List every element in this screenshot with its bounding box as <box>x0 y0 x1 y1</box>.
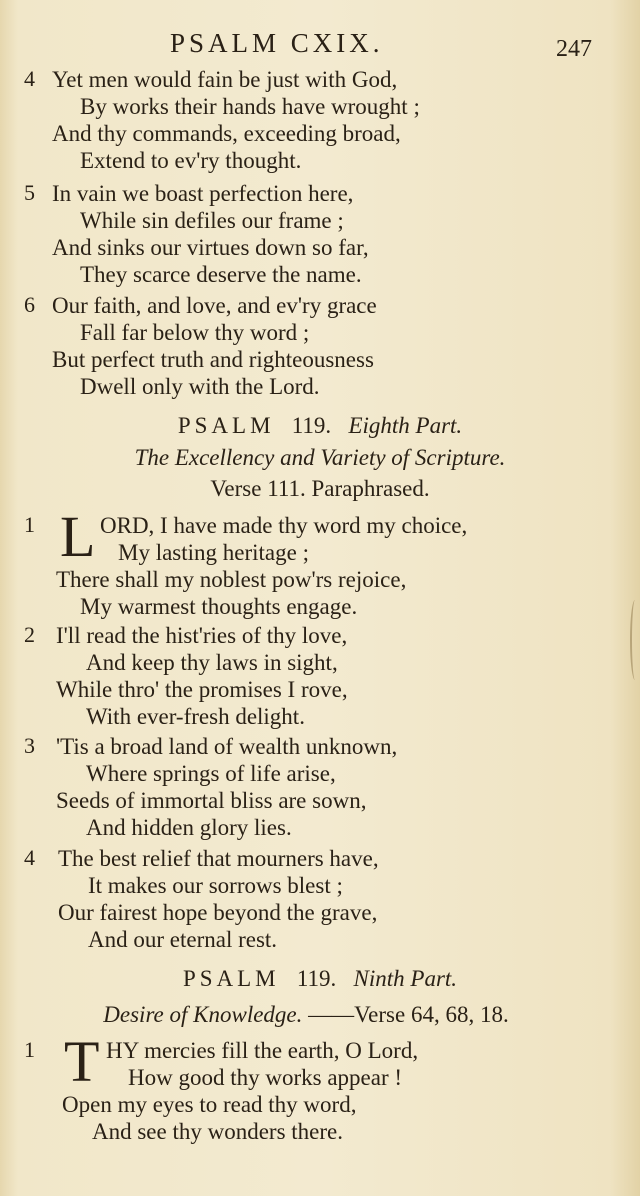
verse-line: Our faith, and love, and ev'ry grace <box>52 293 377 318</box>
verse-line: But perfect truth and righteousness <box>52 347 374 372</box>
stanza-5-top <box>0 180 640 288</box>
page-number: 247 <box>556 36 592 62</box>
verse-line: By works their hands have wrought ; <box>80 94 420 119</box>
verse-line: Fall far below thy word ; <box>80 320 310 345</box>
verse-line: Yet men would fain be just with God, <box>52 67 398 92</box>
verse-line: The best relief that mourners have, <box>58 846 379 871</box>
verse-line: ORD, I have made thy word my choice, <box>100 513 468 538</box>
part9-title-word: PSALM <box>182 966 280 991</box>
part8-stanza-1 <box>0 504 640 620</box>
verse-line: And our eternal rest. <box>88 927 278 952</box>
verse-line: HY mercies fill the earth, O Lord, <box>106 1038 419 1063</box>
part8-title-part: Eighth Part. <box>348 413 463 438</box>
part8-verse-ref: Verse 111. Paraphrased. <box>210 476 430 501</box>
verse-line: And keep thy laws in sight, <box>86 650 338 675</box>
part8-stanza-2 <box>0 622 640 730</box>
stanza-number: 6 <box>24 292 35 317</box>
stanza-number: 1 <box>24 512 35 537</box>
stanza-4-top <box>0 66 640 174</box>
part9-subtitle-line <box>0 1002 626 1028</box>
part9-title-num: 119. <box>296 966 337 991</box>
verse-line: There shall my noblest pow'rs rejoice, <box>56 567 407 592</box>
verse-line: Seeds of immortal bliss are sown, <box>56 788 367 813</box>
page-header <box>0 28 640 68</box>
stanza-6-top <box>0 292 640 400</box>
part9-title-part: Ninth Part. <box>353 966 458 991</box>
verse-line: My lasting heritage ; <box>118 540 309 565</box>
verse-line: And thy commands, exceeding broad, <box>52 121 401 146</box>
verse-line: And hidden glory lies. <box>86 815 292 840</box>
verse-line: It makes our sorrows blest ; <box>88 873 343 898</box>
verse-line: Where springs of life arise, <box>86 761 336 786</box>
stanza-number: 5 <box>24 180 35 205</box>
verse-line: Dwell only with the Lord. <box>80 374 320 399</box>
verse-line: In vain we boast perfection here, <box>52 181 354 206</box>
verse-line: While sin defiles our frame ; <box>80 208 344 233</box>
dropcap-letter: L <box>60 504 96 569</box>
verse-line: How good thy works appear ! <box>128 1065 403 1090</box>
verse-line: And sinks our virtues down so far, <box>52 235 369 260</box>
verse-line: While thro' the promises I rove, <box>56 677 348 702</box>
stanza-number: 4 <box>24 845 35 870</box>
verse-line: 'Tis a broad land of wealth unknown, <box>56 734 398 759</box>
stanza-number: 2 <box>24 622 35 647</box>
verse-line: They scarce deserve the name. <box>80 262 362 287</box>
stanza-number: 4 <box>24 66 35 91</box>
dropcap-letter: T <box>64 1029 100 1094</box>
part8-subtitle: The Excellency and Variety of Scripture. <box>134 445 506 470</box>
verse-line: I'll read the hist'ries of thy love, <box>56 623 348 648</box>
running-head: PSALM CXIX. <box>170 28 384 58</box>
part8-stanza-4 <box>0 845 640 953</box>
verse-line: With ever-fresh delight. <box>86 704 305 729</box>
verse-line: Extend to ev'ry thought. <box>80 148 302 173</box>
verse-line: Our fairest hope beyond the grave, <box>58 900 378 925</box>
stanza-number: 3 <box>24 733 35 758</box>
part8-title-word: PSALM <box>177 413 275 438</box>
part8-title <box>0 413 640 439</box>
stanza-number: 1 <box>24 1037 35 1062</box>
verse-line: Open my eyes to read thy word, <box>62 1092 357 1117</box>
part9-subtitle: Desire of Knowledge. <box>103 1002 303 1027</box>
verse-line: My warmest thoughts engage. <box>80 594 358 619</box>
verse-line: And see thy wonders there. <box>92 1119 344 1144</box>
part9-stanza-1 <box>0 1029 640 1145</box>
part8-title-num: 119. <box>291 413 332 438</box>
part9-title <box>0 966 640 992</box>
part8-stanza-3 <box>0 733 640 841</box>
part9-verse-ref: ——Verse 64, 68, 18. <box>308 1002 509 1027</box>
